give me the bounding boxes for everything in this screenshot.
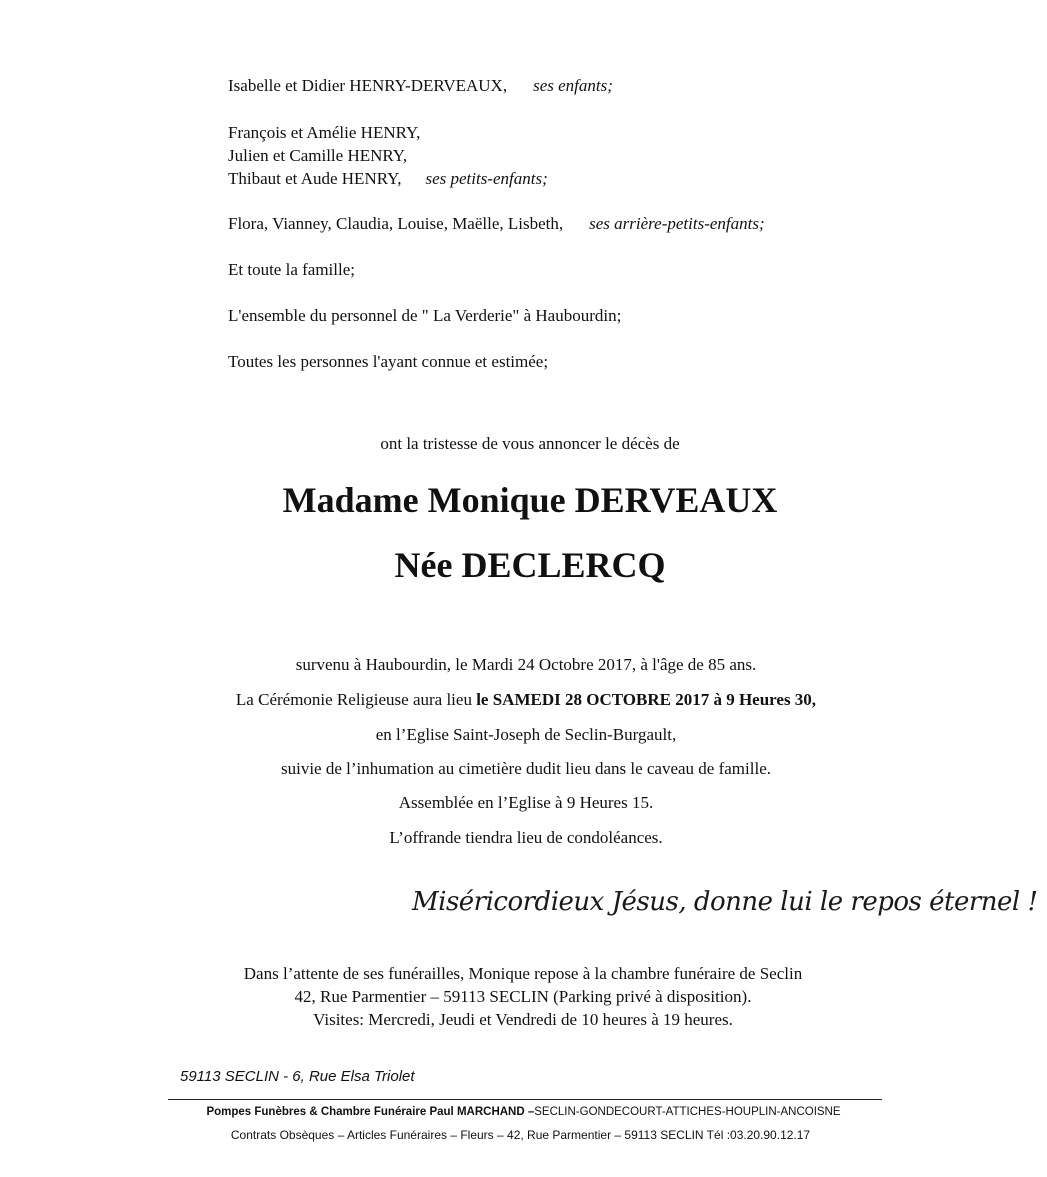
- children-label: ses enfants;: [533, 76, 613, 95]
- children-line: [228, 76, 613, 96]
- viewing-line-3: Visites: Mercredi, Jeudi et Vendredi de 10 heures à 19 heures.: [313, 1010, 733, 1029]
- death-details: survenu à Haubourdin, le Mardi 24 Octobre 2017, à l'âge de 85 ans.: [295, 655, 757, 674]
- viewing-line-2: 42, Rue Parmentier – 59113 SECLIN (Parking privé à disposition).: [294, 987, 752, 1006]
- footer-locations: SECLIN-GONDECOURT-ATTICHES-HOUPLIN-ANCOISNE: [534, 1106, 841, 1118]
- grandchildren-label: ses petits-enfants;: [425, 169, 548, 188]
- footer-company: Pompes Funèbres & Chambre Funéraire Paul MARCHAND –: [206, 1106, 535, 1118]
- announcement-intro: ont la tristesse de vous annoncer le décès de: [380, 434, 680, 453]
- great-grandchildren-line: [228, 214, 765, 234]
- grandchild-line-3: [228, 169, 548, 189]
- grandchild-line-1: François et Amélie HENRY,: [228, 123, 421, 142]
- footer-company-line: [0, 1106, 1047, 1118]
- church-line: en l’Eglise Saint-Joseph de Seclin-Burgault,: [375, 725, 677, 744]
- acquaintances-line: Toutes les personnes l'ayant connue et estimée;: [228, 352, 549, 371]
- ceremony-prefix: La Cérémonie Religieuse aura lieu: [235, 690, 477, 709]
- great-grandchildren-names: Flora, Vianney, Claudia, Louise, Maëlle, Lisbeth,: [228, 214, 564, 233]
- ceremony-date: le SAMEDI 28 OCTOBRE 2017 à 9 Heures 30,: [476, 690, 817, 709]
- grandchild-line-2: Julien et Camille HENRY,: [228, 146, 408, 165]
- offering-line: L’offrande tiendra lieu de condoléances.: [389, 828, 663, 847]
- children-names: Isabelle et Didier HENRY-DERVEAUX,: [228, 76, 508, 95]
- footer-divider: [168, 1099, 882, 1100]
- grandchild-names-3: Thibaut et Aude HENRY,: [228, 169, 402, 188]
- prayer-line: Miséricordieux Jésus, donne lui le repos éternel !: [412, 887, 1038, 917]
- deceased-name: Madame Monique DERVEAUX: [282, 480, 778, 520]
- viewing-line-1: Dans l’attente de ses funérailles, Monique repose à la chambre funéraire de Seclin: [243, 964, 803, 983]
- whole-family-line: Et toute la famille;: [228, 260, 355, 279]
- burial-line: suivie de l’inhumation au cimetière dudit lieu dans le caveau de famille.: [281, 759, 771, 778]
- ceremony-line: [56, 690, 996, 710]
- footer-address: 59113 SECLIN - 6, Rue Elsa Triolet: [180, 1068, 415, 1085]
- staff-line: L'ensemble du personnel de " La Verderie" à Haubourdin;: [228, 306, 622, 325]
- assembly-line: Assemblée en l’Eglise à 9 Heures 15.: [398, 793, 654, 812]
- great-grandchildren-label: ses arrière-petits-enfants;: [589, 214, 765, 233]
- maiden-name: Née DECLERCQ: [394, 545, 666, 585]
- footer-services: Contrats Obsèques – Articles Funéraires – Fleurs – 42, Rue Parmentier – 59113 SECLIN Tél :03.20.90.12.17: [230, 1128, 811, 1142]
